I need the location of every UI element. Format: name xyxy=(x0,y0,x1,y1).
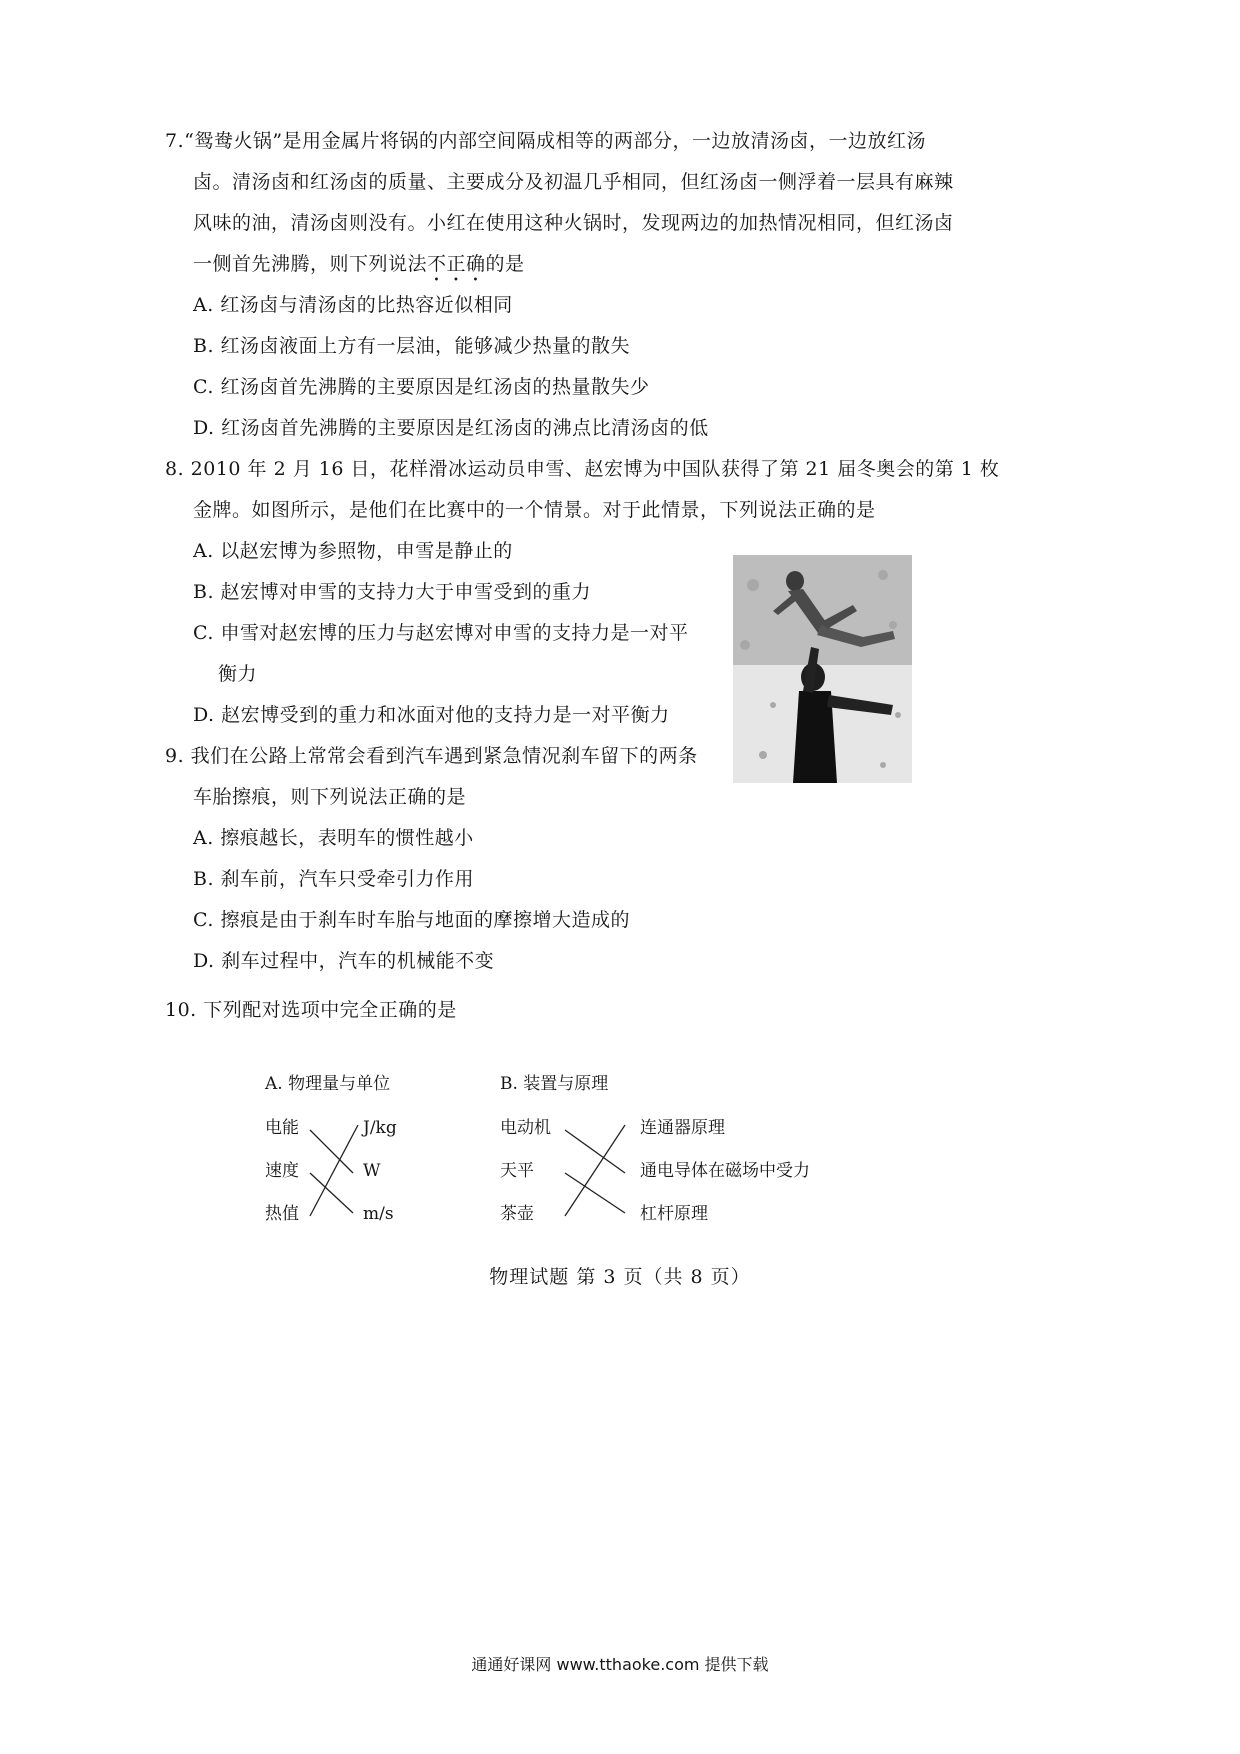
q7-stem-line-2: 卤。清汤卤和红汤卤的质量、主要成分及初温几乎相同，但红汤卤一侧浮着一层具有麻辣 xyxy=(193,171,954,193)
q9-option-b: B. 刹车前，汽车只受牵引力作用 xyxy=(193,868,475,890)
q10-a-right-3: m/s xyxy=(363,1204,394,1224)
q8-option-c-continued: 衡力 xyxy=(218,663,258,685)
q7-option-d: D. 红汤卤首先沸腾的主要原因是红汤卤的沸点比清汤卤的低 xyxy=(193,417,709,439)
q10-a-right-2: W xyxy=(363,1161,381,1181)
q10-b-left-1: 电动机 xyxy=(500,1118,551,1138)
line-a-2 xyxy=(310,1173,353,1213)
q8-stem-line-2: 金牌。如图所示，是他们在比赛中的一个情景。对于此情景，下列说法正确的是 xyxy=(193,499,876,521)
q10-a-left-3: 热值 xyxy=(265,1204,299,1224)
q10-group-b-title: B. 装置与原理 xyxy=(500,1074,609,1094)
q7-stem-after: 的是 xyxy=(485,253,525,275)
q8-stem-line-1: 8. 2010 年 2 月 16 日，花样滑冰运动员申雪、赵宏博为中国队获得了第 21 届冬奥会的第 1 枚 xyxy=(165,458,1000,480)
skaters-illustration xyxy=(733,555,912,783)
q9-stem-line-2: 车胎擦痕，则下列说法正确的是 xyxy=(193,786,467,808)
download-credit: 通通好课网 www.tthaoke.com 提供下载 xyxy=(471,1655,769,1674)
q7-stem-before: 一侧首先沸腾，则下列说法 xyxy=(193,253,428,275)
q7-stem-emphasis: 不正确 xyxy=(427,253,486,275)
q9-option-c: C. 擦痕是由于刹车时车胎与地面的摩擦增大造成的 xyxy=(193,909,630,931)
figure-skating-photo xyxy=(733,555,912,783)
q8-option-a: A. 以赵宏博为参照物，申雪是静止的 xyxy=(193,540,513,562)
q8-option-c: C. 申雪对赵宏博的压力与赵宏博对申雪的支持力是一对平 xyxy=(193,622,689,644)
q7-option-c: C. 红汤卤首先沸腾的主要原因是红汤卤的热量散失少 xyxy=(193,376,650,398)
q10-b-right-2: 通电导体在磁场中受力 xyxy=(640,1161,810,1181)
q9-option-a: A. 擦痕越长，表明车的惯性越小 xyxy=(193,827,474,849)
q7-stem-line-4 xyxy=(193,251,525,286)
q9-stem-line-1: 9. 我们在公路上常常会看到汽车遇到紧急情况刹车留下的两条 xyxy=(165,745,698,767)
q10-group-a-title: A. 物理量与单位 xyxy=(265,1074,391,1094)
q10-b-right-1: 连通器原理 xyxy=(640,1118,725,1138)
q10-a-left-1: 电能 xyxy=(265,1118,299,1138)
q10-matching-diagram xyxy=(265,1073,825,1253)
q10-a-right-1: J/kg xyxy=(363,1118,397,1138)
line-a-1 xyxy=(310,1130,353,1173)
q10-b-right-3: 杠杆原理 xyxy=(640,1204,708,1224)
page-footer: 物理试题 第 3 页（共 8 页） xyxy=(489,1266,751,1288)
line-b-1 xyxy=(565,1130,625,1173)
q8-option-d: D. 赵宏博受到的重力和冰面对他的支持力是一对平衡力 xyxy=(193,704,670,726)
q9-option-d: D. 刹车过程中，汽车的机械能不变 xyxy=(193,950,495,972)
q7-stem-line-1: 7.“鸳鸯火锅”是用金属片将锅的内部空间隔成相等的两部分，一边放清汤卤，一边放红汤 xyxy=(165,130,927,152)
q7-option-b: B. 红汤卤液面上方有一层油，能够减少热量的散失 xyxy=(193,335,631,357)
q7-stem-line-3: 风味的油，清汤卤则没有。小红在使用这种火锅时，发现两边的加热情况相同，但红汤卤 xyxy=(193,212,954,234)
q10-stem: 10. 下列配对选项中完全正确的是 xyxy=(165,999,457,1021)
q10-b-left-3: 茶壶 xyxy=(500,1204,534,1224)
line-b-2 xyxy=(565,1125,625,1216)
q8-option-b: B. 赵宏博对申雪的支持力大于申雪受到的重力 xyxy=(193,581,592,603)
line-b-3 xyxy=(565,1173,625,1213)
q10-b-left-2: 天平 xyxy=(500,1161,534,1181)
q10-a-left-2: 速度 xyxy=(265,1161,299,1181)
q7-option-a: A. 红汤卤与清汤卤的比热容近似相同 xyxy=(193,294,513,316)
